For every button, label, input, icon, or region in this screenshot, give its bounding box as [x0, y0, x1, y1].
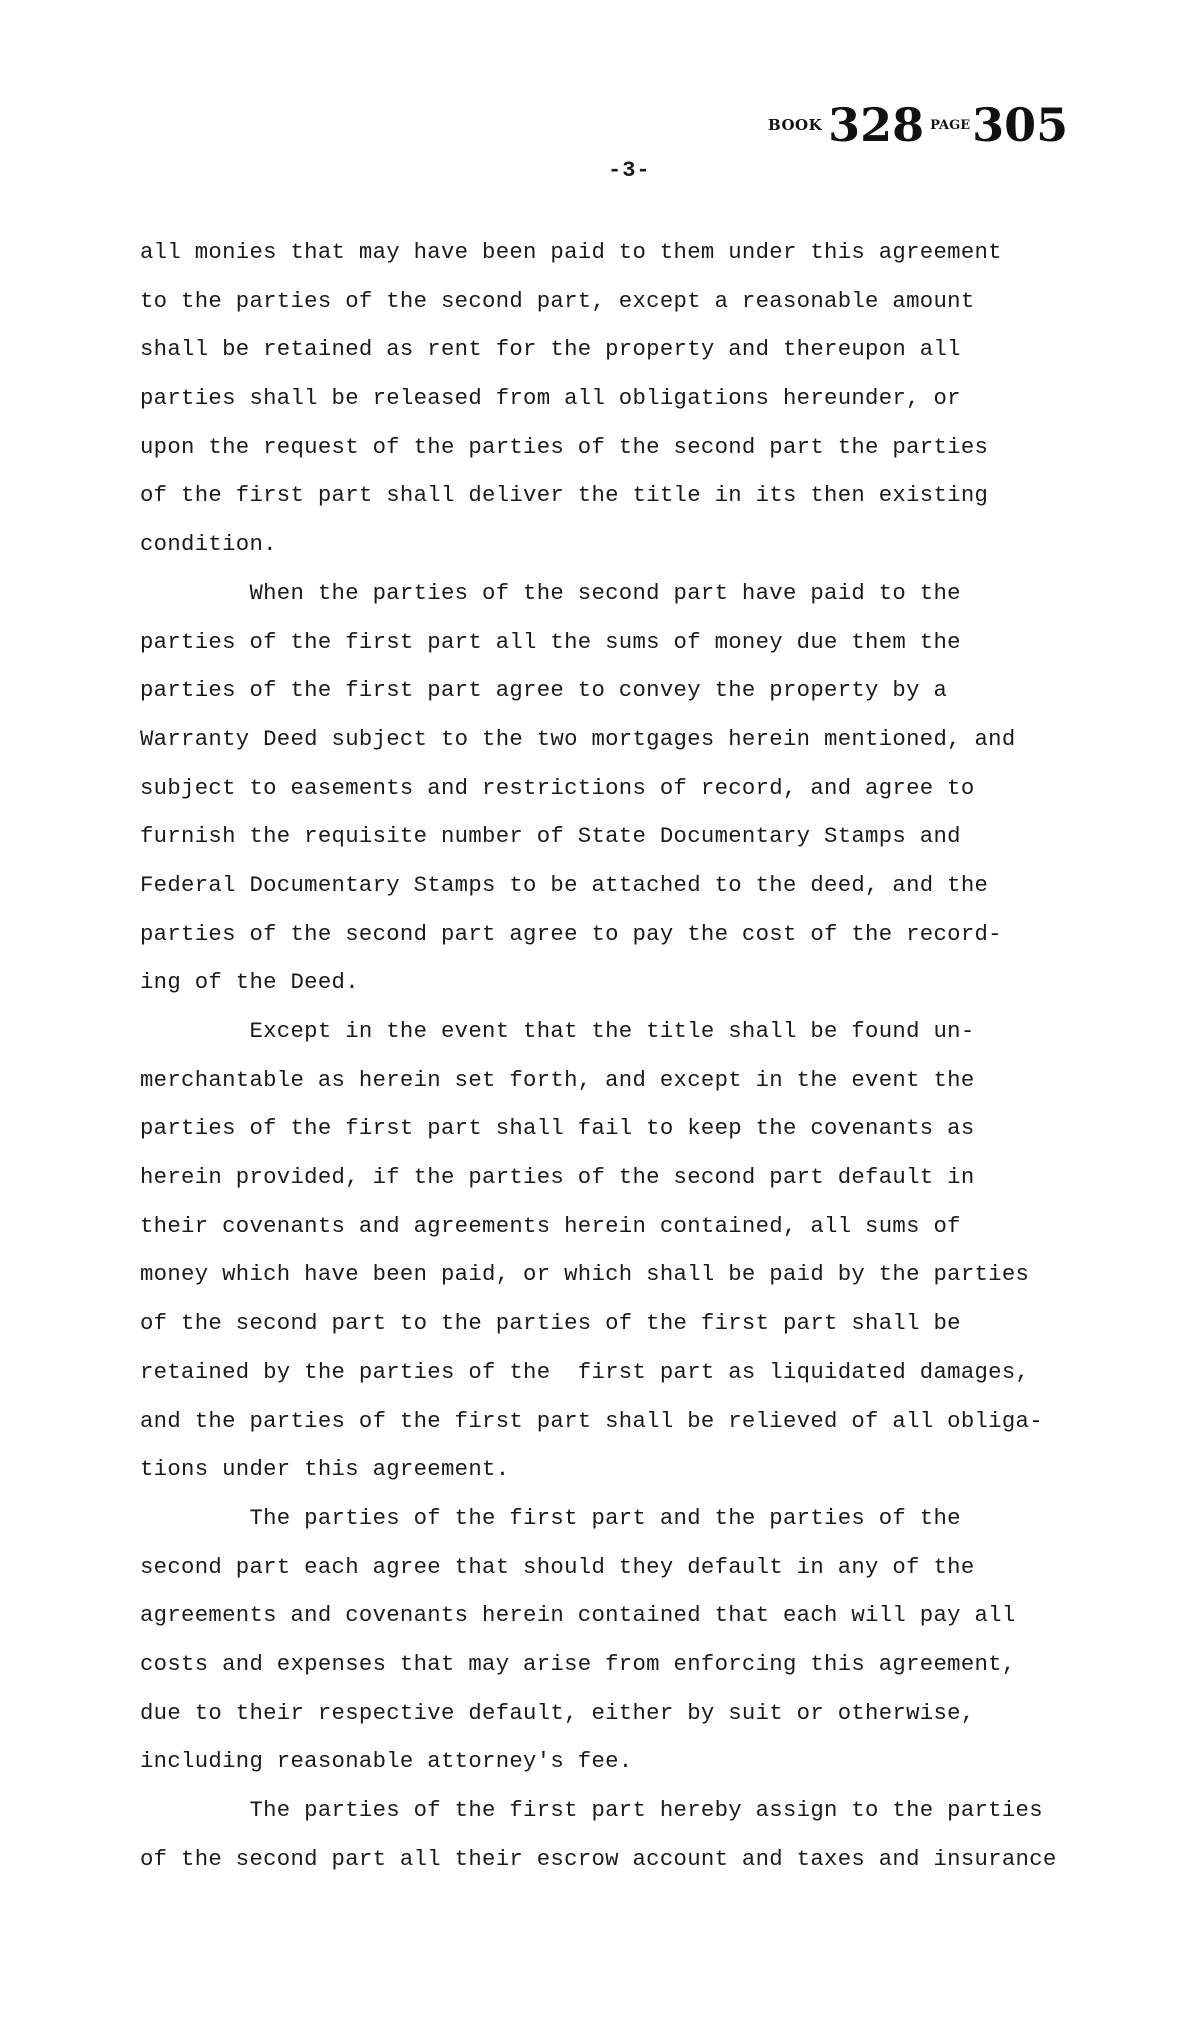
- text-line: of the first part shall deliver the title in its then existing: [140, 482, 989, 509]
- book-page-stamp: [768, 98, 1068, 152]
- text-line: agreements and covenants herein contained that each will pay all: [140, 1602, 1016, 1629]
- text-line: costs and expenses that may arise from enforcing this agreement,: [140, 1650, 1016, 1677]
- text-line: to the parties of the second part, except a reasonable amount: [140, 287, 975, 314]
- text-line: Except in the event that the title shall be found un-: [140, 1018, 975, 1044]
- text-line: condition.: [140, 531, 277, 558]
- text-line: Warranty Deed subject to the two mortgages herein mentioned, and: [140, 725, 1016, 752]
- text-line: When the parties of the second part have paid to the: [140, 579, 961, 606]
- text-line: parties shall be released from all obligations hereunder, or: [140, 385, 961, 412]
- text-line: of the second part to the parties of the first part shall be: [140, 1310, 961, 1337]
- text-line: second part each agree that should they default in any of the: [140, 1553, 975, 1580]
- text-line: money which have been paid, or which shall be paid by the parties: [140, 1261, 1030, 1288]
- text-line: ing of the Deed.: [140, 969, 359, 996]
- text-line: parties of the second part agree to pay the cost of the record-: [140, 920, 1002, 947]
- text-line: parties of the first part all the sums of money due them the: [140, 628, 961, 655]
- text-line: and the parties of the first part shall be relieved of all obliga-: [140, 1407, 1043, 1434]
- text-line: The parties of the first part hereby assign to the parties: [140, 1797, 1043, 1823]
- text-line: due to their respective default, either by suit or otherwise,: [140, 1699, 975, 1726]
- text-line: of the second part all their escrow account and taxes and insurance: [140, 1845, 1057, 1872]
- text-line: parties of the first part shall fail to keep the covenants as: [140, 1115, 975, 1142]
- text-line: retained by the parties of the first part as liquidated damages,: [140, 1358, 1030, 1385]
- book-label: BOOK: [768, 116, 823, 134]
- text-line: Federal Documentary Stamps to be attached to the deed, and the: [140, 871, 989, 898]
- book-number: 328: [828, 98, 925, 152]
- text-line: merchantable as herein set forth, and except in the event the: [140, 1066, 975, 1093]
- page-label: PAGE: [930, 117, 971, 133]
- text-line: including reasonable attorney's fee.: [140, 1748, 633, 1775]
- text-line: herein provided, if the parties of the second part default in: [140, 1164, 975, 1191]
- text-line: their covenants and agreements herein contained, all sums of: [140, 1212, 961, 1239]
- text-line: shall be retained as rent for the property and thereupon all: [140, 336, 961, 363]
- text-line: upon the request of the parties of the second part the parties: [140, 433, 989, 460]
- text-line: tions under this agreement.: [140, 1456, 510, 1483]
- text-line: all monies that may have been paid to them under this agreement: [140, 239, 1002, 265]
- page-number: -3-: [608, 158, 651, 183]
- text-line: parties of the first part agree to convey the property by a: [140, 677, 948, 704]
- stamp-page-number: 305: [972, 98, 1069, 152]
- text-line: The parties of the first part and the parties of the: [140, 1504, 961, 1531]
- body-text: [140, 228, 1180, 1883]
- text-line: furnish the requisite number of State Documentary Stamps and: [140, 823, 961, 850]
- text-line: subject to easements and restrictions of record, and agree to: [140, 774, 975, 801]
